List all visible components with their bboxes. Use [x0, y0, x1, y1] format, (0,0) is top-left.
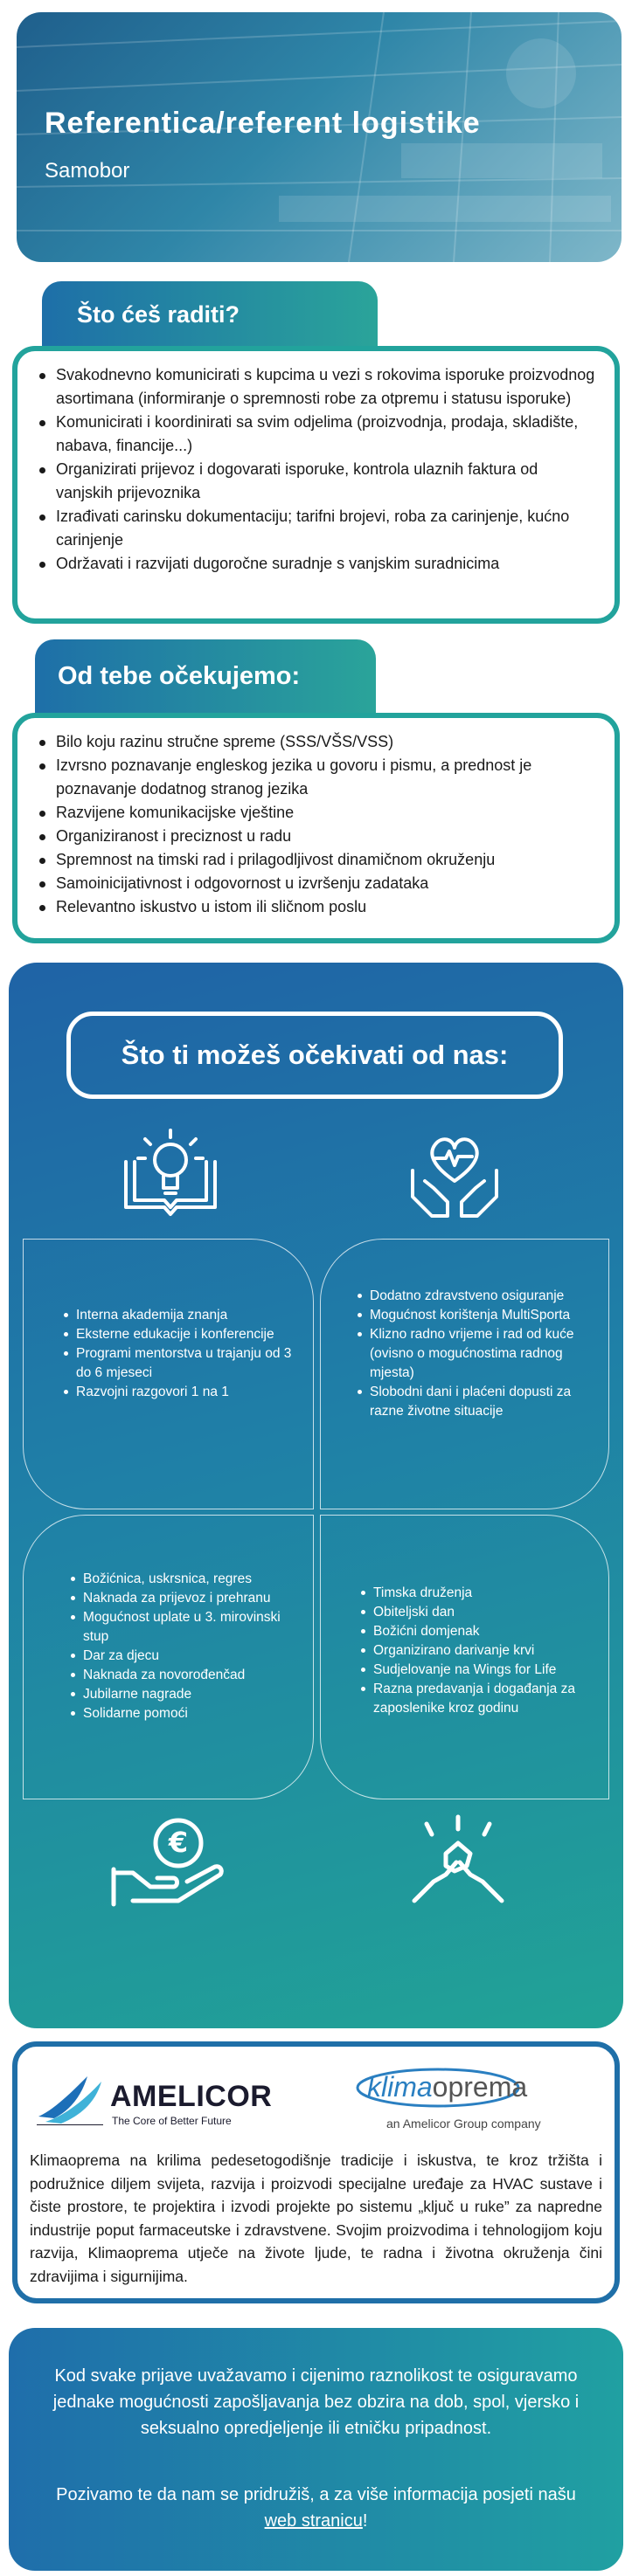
requirements-box [12, 713, 620, 943]
duties-heading-tab [42, 281, 378, 348]
requirement-item: Razvijene komunikacijske vještine [37, 801, 599, 825]
team-benefit-item: Timska druženja [359, 1584, 596, 1603]
learning-benefit-item: Interna akademija znanja [62, 1306, 301, 1325]
money-benefit-item: Dar za djecu [69, 1647, 301, 1666]
requirement-item: Relevantno iskustvo u istom ili sličnom poslu [37, 895, 599, 919]
requirement-item: Bilo koju razinu stručne spreme (SSS/VŠS/VSS) [37, 730, 599, 754]
klimaoprema-logo [355, 2064, 565, 2136]
money-benefit-item: Naknada za novorođenčad [69, 1666, 301, 1685]
health-benefit-item: Klizno radno vrijeme i rad od kuće (ovisno o mogućnostima radnog mjesta) [356, 1325, 596, 1383]
job-title: Referentica/referent logistike [45, 107, 481, 140]
amelicor-tagline: The Core of Better Future [112, 2115, 232, 2127]
money-benefits-card [23, 1515, 314, 1799]
duty-item: Komunicirati i koordinirati sa svim odjelima (proizvodnja, prodaja, skladište, nabava, financije...) [37, 411, 599, 458]
company-info-box [12, 2041, 620, 2303]
health-benefit-item: Dodatno zdravstveno osiguranje [356, 1287, 596, 1306]
learning-benefit-item: Razvojni razgovori 1 na 1 [62, 1383, 301, 1402]
invite-statement [44, 2482, 588, 2534]
amelicor-wave-icon [37, 2075, 107, 2125]
requirement-item: Samoinicijativnost i odgovornost u izvršenju zadataka [37, 872, 599, 895]
team-benefit-item: Sudjelovanje na Wings for Life [359, 1661, 596, 1680]
learning-benefit-item: Programi mentorstva u trajanju od 3 do 6 mjeseci [62, 1344, 301, 1383]
requirement-item: Izvrsno poznavanje engleskog jezika u govoru i pismu, a prednost je poznavanje dodatnog stranog jezika [37, 754, 599, 801]
benefits-section [9, 963, 623, 2028]
invite-suffix: ! [362, 2511, 368, 2531]
money-benefit-item: Jubilarne nagrade [69, 1685, 301, 1704]
company-description: Klimaoprema na krilima pedesetogodišnje tradicije i iskustva, te kroz tržišta i podružnice diljem svijeta, razvija i proizvodi specijalne uređaje za HVAC sustave i čiste prostore, te projektira i izvodi projekte po sistemu „ključ u ruke” za napredne industrije poput farmaceutske i zdravstvene. Svojim proizvodima i tehnologijom koju razvija, Klimaoprema utječe na živote ljude, te radna i životna okruženja čini zdravijima i sigurnijima. [30, 2151, 602, 2285]
health-benefits-card [320, 1239, 609, 1509]
duty-item: Svakodnevno komunicirati s kupcima u vezi s rokovima isporuke proizvodnog asortimana (informiranje o spremnosti robe za otpremu i statusu isporuke) [37, 363, 599, 411]
amelicor-logo [37, 2075, 290, 2129]
team-benefits-list [359, 1584, 596, 1718]
requirement-item: Spremnost na timski rad i prilagodljivost dinamičnom okruženju [37, 848, 599, 872]
euro-hand-icon [108, 1817, 229, 1908]
health-benefit-item: Mogućnost korištenja MultiSporta [356, 1306, 596, 1325]
hero-banner [17, 12, 622, 262]
duties-list [37, 363, 599, 576]
klimaoprema-wordmark [367, 2071, 527, 2103]
heart-hands-icon [406, 1127, 504, 1223]
team-benefit-item: Razna predavanja i događanja za zaposlenike kroz godinu [359, 1680, 596, 1718]
book-lightbulb-icon [119, 1127, 222, 1223]
team-benefits-card [320, 1515, 609, 1799]
learning-benefit-item: Eksterne edukacije i konferencije [62, 1325, 301, 1344]
money-benefit-item: Naknada za prijevoz i prehranu [69, 1589, 301, 1608]
learning-benefits-list [62, 1306, 301, 1402]
svg-text:€: € [168, 1826, 189, 1859]
duty-item: Održavati i razvijati dugoročne suradnje s vanjskim suradnicima [37, 552, 599, 576]
money-benefits-list [69, 1570, 301, 1723]
requirements-heading-tab [35, 639, 376, 715]
duty-item: Organizirati prijevoz i dogovarati isporuke, kontrola ulaznih faktura od vanjskih prijevoznika [37, 458, 599, 505]
klimaoprema-wordmark-part2: oprema [432, 2071, 528, 2103]
duties-heading: Što ćeš raditi? [77, 301, 240, 328]
invite-text: Pozivamo te da nam se pridružiš, a za više informacija posjeti našu [56, 2485, 576, 2504]
requirements-heading: Od tebe očekujemo: [58, 662, 301, 690]
footer-banner [9, 2328, 623, 2571]
klimaoprema-wordmark-part1: klima [367, 2071, 433, 2103]
amelicor-name: AMELICOR [110, 2080, 273, 2113]
duties-box [12, 346, 620, 624]
klimaoprema-tagline: an Amelicor Group company [386, 2117, 541, 2131]
requirement-item: Organiziranost i preciznost u radu [37, 825, 599, 848]
learning-benefits-card [23, 1239, 314, 1509]
benefits-heading: Što ti možeš očekivati od nas: [66, 1012, 563, 1099]
duty-item: Izrađivati carinsku dokumentaciju; tarifni brojevi, roba za carinjenje, kućno carinjenje [37, 505, 599, 552]
money-benefit-item: Božićnica, uskrsnica, regres [69, 1570, 301, 1589]
team-benefit-item: Organizirano darivanje krvi [359, 1641, 596, 1661]
team-benefit-item: Božićni domjenak [359, 1622, 596, 1641]
diversity-statement: Kod svake prijave uvažavamo i cijenimo raznolikost te osiguravamo jednake mogućnosti zapošljavanja bez obzira na dob, spol, vjersko i seksualno opredjeljenje ili etničku pripadnost. [52, 2366, 580, 2438]
team-benefit-item: Obiteljski dan [359, 1603, 596, 1622]
money-benefit-item: Mogućnost uplate u 3. mirovinski stup [69, 1608, 301, 1647]
health-benefits-list [356, 1287, 596, 1421]
health-benefit-item: Slobodni dani i plaćeni dopusti za razne životne situacije [356, 1383, 596, 1421]
money-benefit-item: Solidarne pomoći [69, 1704, 301, 1723]
requirements-list [37, 730, 599, 919]
handshake-icon [406, 1813, 510, 1910]
website-link[interactable]: web stranicu [264, 2511, 363, 2531]
job-location: Samobor [45, 159, 130, 183]
